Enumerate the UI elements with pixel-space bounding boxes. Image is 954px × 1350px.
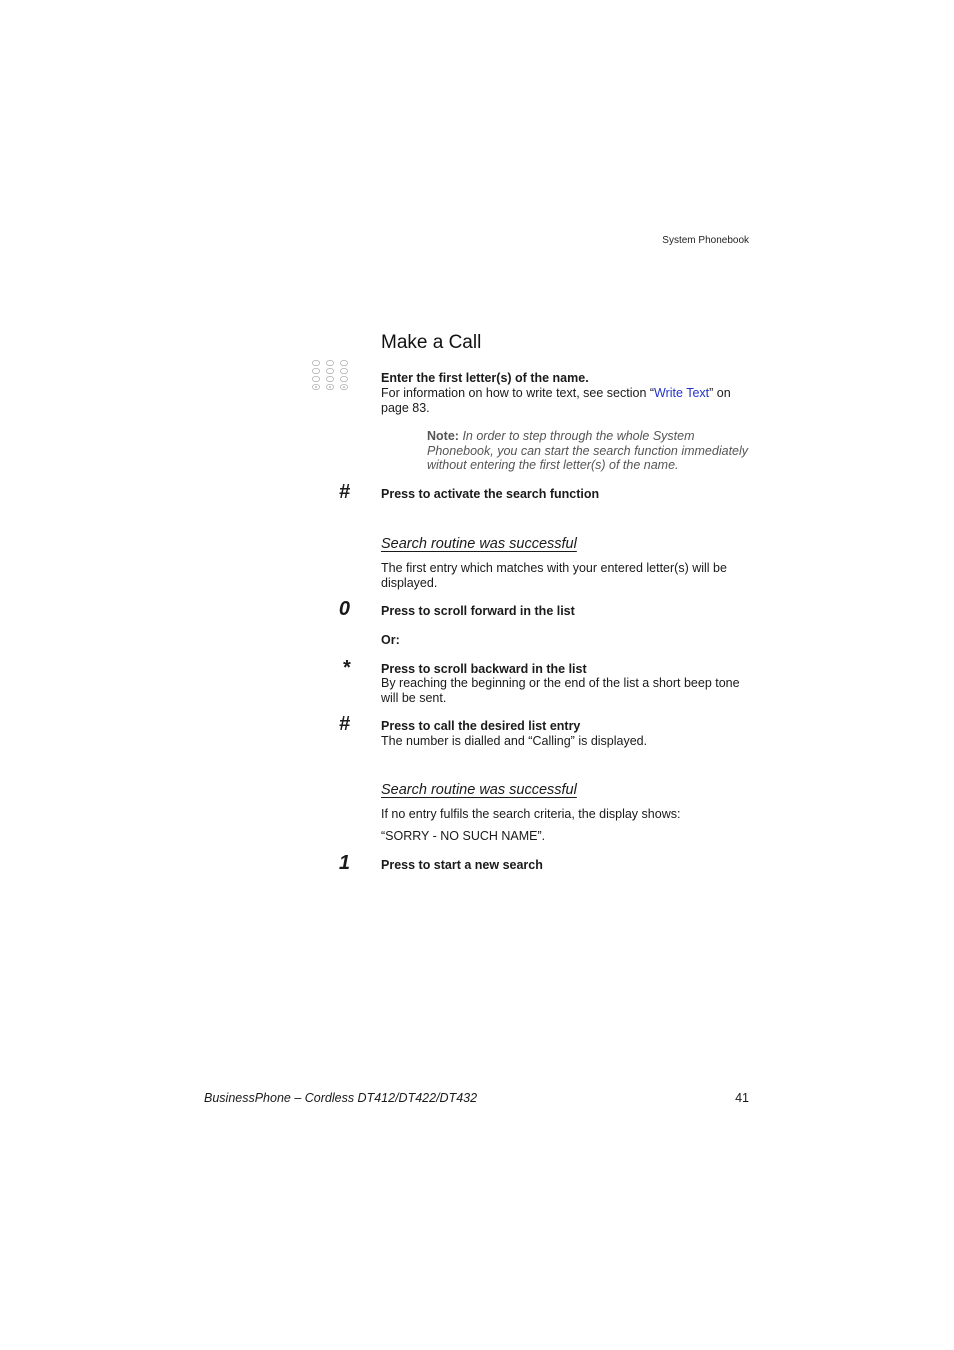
one-key-icon: 1 <box>338 852 350 874</box>
call-description: The number is dialled and “Calling” is displayed. <box>381 734 648 748</box>
note-label: Note: <box>427 429 459 443</box>
write-text-info: For information on how to write text, see section “Write Text” on page 83. <box>381 386 731 415</box>
instruction-scroll-backward: Press to scroll backward in the list <box>381 662 587 676</box>
page-title: Make a Call <box>381 332 482 353</box>
page-number: 41 <box>735 1091 749 1105</box>
scroll-backward-description: By reaching the beginning or the end of the list a short beep tone will be sent. <box>381 676 740 705</box>
zero-key-icon: 0 <box>338 598 350 620</box>
section-heading-success: Search routine was successful <box>381 536 577 552</box>
or-label: Or: <box>381 633 400 647</box>
running-header: System Phonebook <box>662 235 749 246</box>
note-block <box>427 429 749 473</box>
star-key-icon: * <box>342 657 350 679</box>
hash-key-icon: # <box>338 481 350 503</box>
instruction-activate-search: Press to activate the search function <box>381 487 600 501</box>
hash-key-icon: # <box>338 713 350 735</box>
no-match-description: If no entry fulfils the search criteria, the display shows: <box>381 807 681 821</box>
section-heading-no-match: Search routine was successful <box>381 782 577 798</box>
note-text: In order to step through the whole System Phonebook, you can start the search function immediately without entering the first letter(s) of the name. <box>427 429 749 472</box>
instruction-new-search: Press to start a new search <box>381 858 543 872</box>
write-text-link[interactable]: Write Text <box>654 386 710 400</box>
instruction-scroll-forward: Press to scroll forward in the list <box>381 604 575 618</box>
keypad-icon <box>310 359 350 391</box>
success-description: The first entry which matches with your entered letter(s) will be displayed. <box>381 561 727 590</box>
instruction-enter-letters: Enter the first letter(s) of the name. <box>381 371 589 385</box>
instruction-call-entry: Press to call the desired list entry <box>381 719 581 733</box>
footer-product: BusinessPhone – Cordless DT412/DT422/DT432 <box>204 1091 478 1105</box>
display-message: “SORRY - NO SUCH NAME”. <box>381 829 546 843</box>
